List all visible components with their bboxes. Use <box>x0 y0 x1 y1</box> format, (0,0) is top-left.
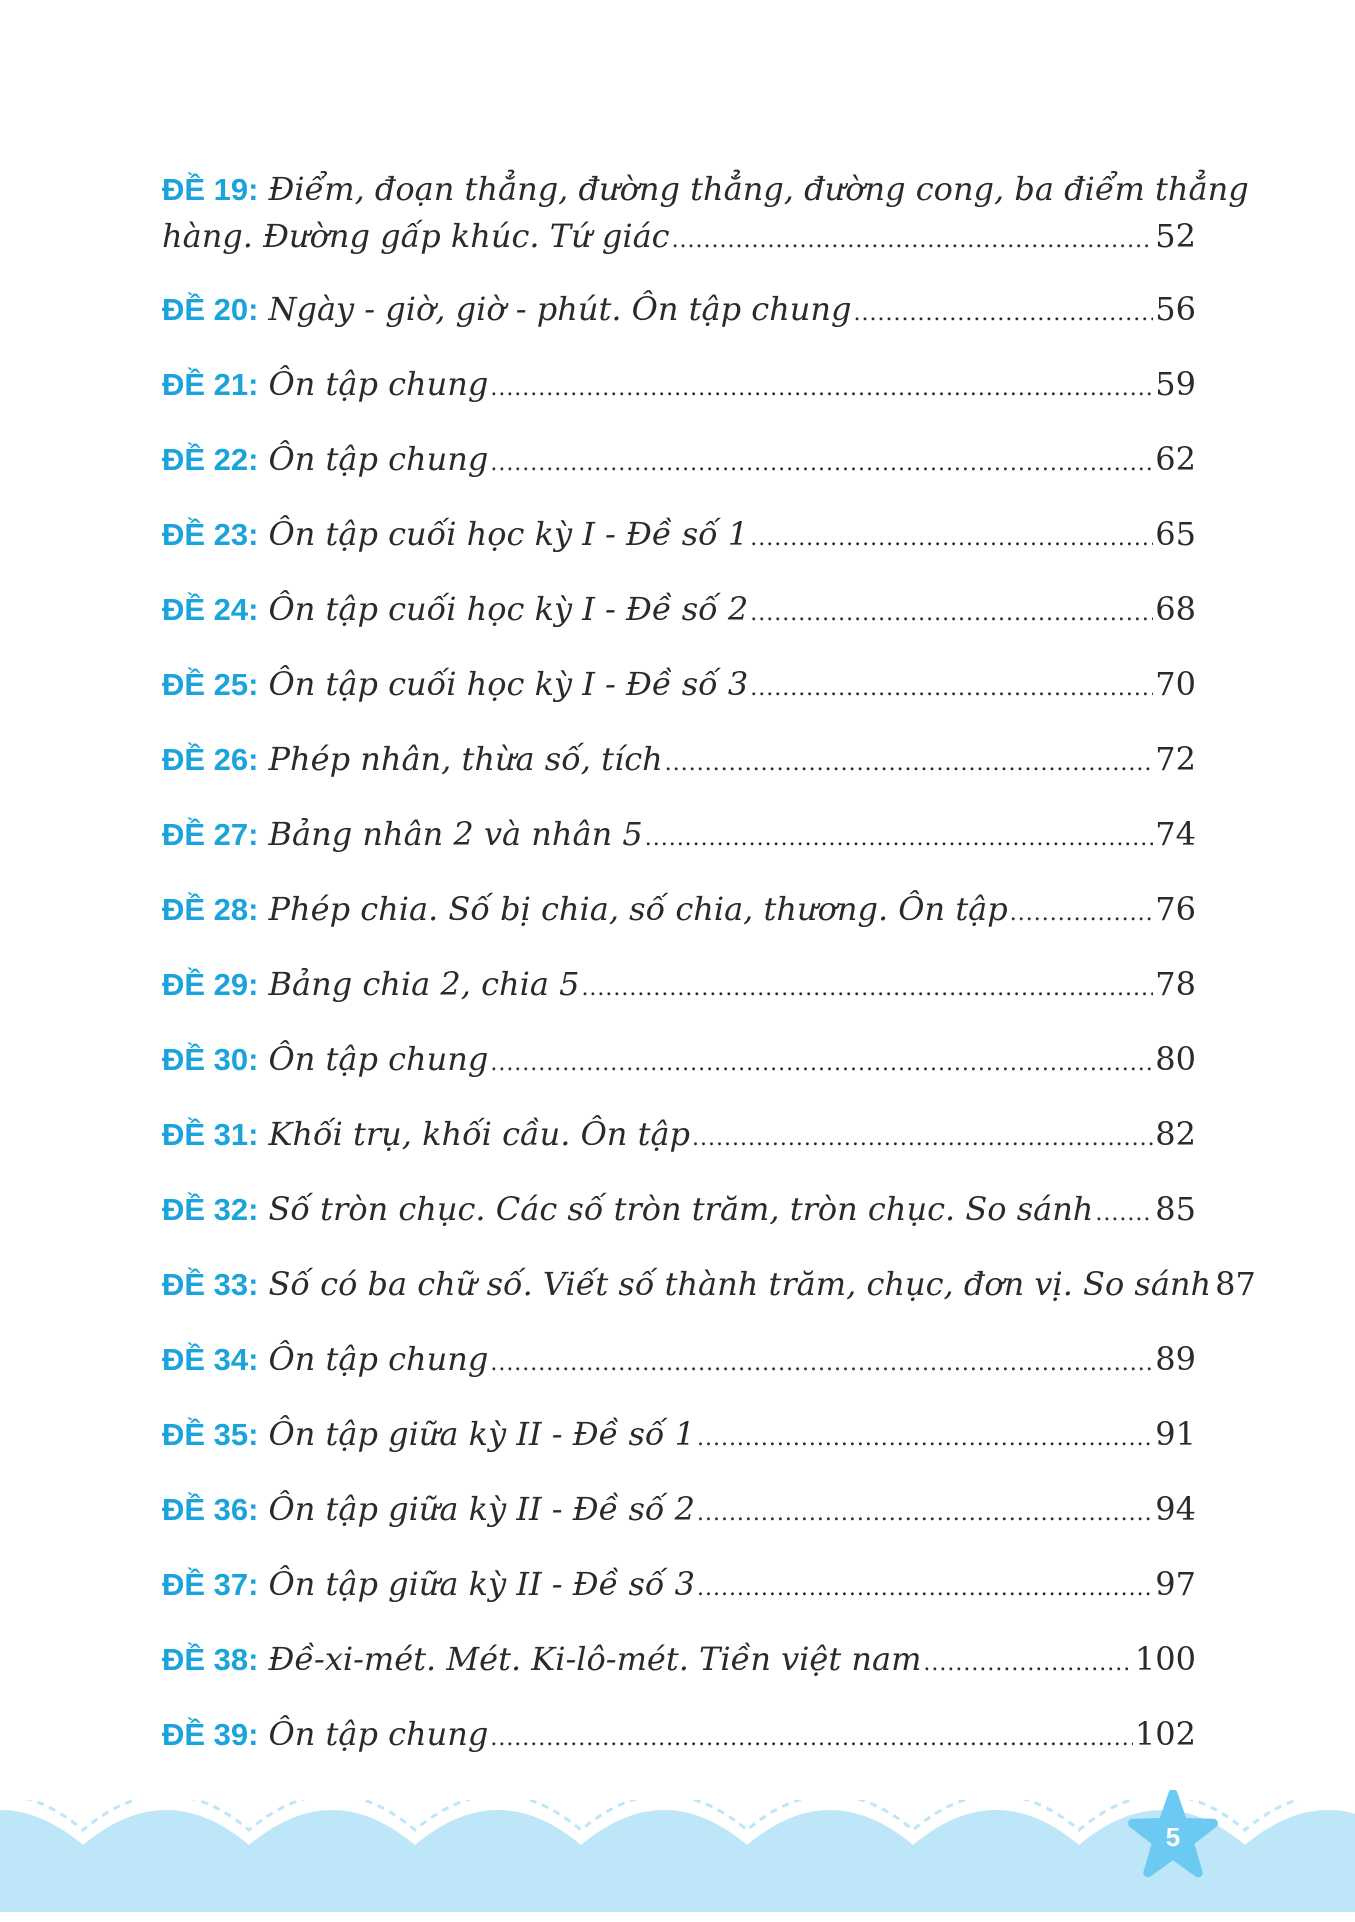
toc-entry[interactable] <box>162 1186 1196 1261</box>
toc-entry-label: ĐỀ 22: <box>162 442 259 477</box>
dot-leader <box>697 1491 1153 1537</box>
toc-entry-page: 56 <box>1155 290 1196 328</box>
dot-leader <box>692 1116 1153 1162</box>
toc-entry[interactable] <box>162 361 1196 436</box>
toc-entry-title: Ôn tập chung <box>268 1340 489 1378</box>
toc-entry-label: ĐỀ 37: <box>162 1567 259 1602</box>
toc-entry-title: Ôn tập giữa kỳ II - Đề số 3 <box>268 1565 695 1603</box>
toc-entry-title: Bảng chia 2, chia 5 <box>268 965 580 1003</box>
dot-leader <box>750 516 1153 562</box>
toc-entry-label: ĐỀ 24: <box>162 592 259 627</box>
toc-entry[interactable] <box>162 1411 1196 1486</box>
dot-leader <box>750 591 1153 637</box>
dot-leader <box>697 1416 1153 1462</box>
toc-entry-label: ĐỀ 34: <box>162 1342 259 1377</box>
dot-leader <box>490 1716 1133 1762</box>
dot-leader <box>1010 891 1154 937</box>
toc-entry[interactable] <box>162 661 1196 736</box>
toc-entry-page: 80 <box>1155 1040 1196 1078</box>
dot-leader <box>672 218 1154 264</box>
dot-leader <box>490 1341 1153 1387</box>
toc-entry[interactable] <box>162 586 1196 661</box>
toc-entry-label: ĐỀ 39: <box>162 1717 259 1752</box>
toc-entry-label: ĐỀ 32: <box>162 1192 259 1227</box>
toc-entry-page: 70 <box>1155 665 1196 703</box>
toc-entry[interactable] <box>162 1261 1256 1336</box>
toc-entry-page: 74 <box>1155 815 1196 853</box>
toc-entry-label: ĐỀ 28: <box>162 892 259 927</box>
toc-entry-title: Ngày - giờ, giờ - phút. Ôn tập chung <box>268 290 852 328</box>
toc-entry-title: Ôn tập cuối học kỳ I - Đề số 1 <box>268 515 749 553</box>
dot-leader <box>645 816 1154 862</box>
toc-entry-label: ĐỀ 35: <box>162 1417 259 1452</box>
dot-leader <box>490 1041 1153 1087</box>
toc-entry-label: ĐỀ 23: <box>162 517 259 552</box>
toc-entry[interactable] <box>162 961 1196 1036</box>
toc-entry-title: Ôn tập giữa kỳ II - Đề số 1 <box>268 1415 695 1453</box>
toc-entry-page: 59 <box>1155 365 1196 403</box>
toc-entry[interactable] <box>162 436 1196 511</box>
toc-entry-label: ĐỀ 30: <box>162 1042 259 1077</box>
toc-entry-label: ĐỀ 36: <box>162 1492 259 1527</box>
dot-leader <box>750 666 1153 712</box>
toc-entry-label: ĐỀ 25: <box>162 667 259 702</box>
toc-entry-title: Bảng nhân 2 và nhân 5 <box>268 815 643 853</box>
toc-entry[interactable] <box>162 1636 1196 1711</box>
dot-leader <box>581 966 1153 1012</box>
toc-entry-title: Phép chia. Số bị chia, số chia, thương. Ôn tập <box>268 890 1008 928</box>
page-number: 5 <box>1165 1822 1181 1852</box>
toc-entry-page: 82 <box>1155 1115 1196 1153</box>
toc-entry-page: 65 <box>1155 515 1196 553</box>
toc-entry-title: Khối trụ, khối cầu. Ôn tập <box>268 1115 690 1153</box>
toc-entry-label: ĐỀ 27: <box>162 817 259 852</box>
toc-entry-page: 72 <box>1155 740 1196 778</box>
toc-entry-page: 89 <box>1155 1340 1196 1378</box>
toc-entry-page: 76 <box>1155 890 1196 928</box>
toc-entry-page: 87 <box>1215 1265 1256 1303</box>
toc-entry-title: Ôn tập chung <box>268 365 489 403</box>
toc-entry-label: ĐỀ 26: <box>162 742 259 777</box>
toc-entry-page: 100 <box>1134 1640 1196 1678</box>
toc-entry-page: 102 <box>1134 1715 1196 1753</box>
toc-entry[interactable] <box>162 886 1196 961</box>
toc-entry-label: ĐỀ 29: <box>162 967 259 1002</box>
toc-entry-label: ĐỀ 21: <box>162 367 259 402</box>
toc-entry[interactable] <box>162 1711 1196 1786</box>
toc-entry-label: ĐỀ 31: <box>162 1117 259 1152</box>
toc-entry-title: hàng. Đường gấp khúc. Tứ giác <box>162 217 670 255</box>
toc-entry-label: ĐỀ 19: <box>162 172 259 207</box>
toc-entry-title: Ôn tập cuối học kỳ I - Đề số 3 <box>268 665 749 703</box>
dot-leader <box>665 741 1154 787</box>
toc-entry-label: ĐỀ 33: <box>162 1267 259 1302</box>
toc-entry-page: 62 <box>1155 440 1196 478</box>
toc-entry-page: 94 <box>1155 1490 1196 1528</box>
dot-leader <box>490 366 1153 412</box>
toc-entry[interactable] <box>162 1111 1196 1186</box>
toc-entry-title: Số tròn chục. Các số tròn trăm, tròn chục. So sánh <box>268 1190 1094 1228</box>
dot-leader <box>923 1641 1133 1687</box>
toc-entry-title: Đề-xi-mét. Mét. Ki-lô-mét. Tiền việt nam <box>268 1640 922 1678</box>
toc-entry[interactable] <box>162 1336 1196 1411</box>
toc-entry[interactable] <box>162 286 1196 361</box>
toc-entry[interactable] <box>162 811 1196 886</box>
toc-entry-title: Ôn tập chung <box>268 440 489 478</box>
toc-entry-page: 97 <box>1155 1565 1196 1603</box>
toc-entry[interactable] <box>162 166 1249 286</box>
toc-entry-page: 91 <box>1155 1415 1196 1453</box>
toc-entry-title: Số có ba chữ số. Viết số thành trăm, chục, đơn vị. So sánh <box>268 1265 1212 1303</box>
toc-entry-page: 52 <box>1155 217 1196 255</box>
dot-leader <box>1095 1191 1153 1237</box>
toc-entry-title: Ôn tập chung <box>268 1715 489 1753</box>
toc-entry-label: ĐỀ 38: <box>162 1642 259 1677</box>
dot-leader <box>697 1566 1153 1612</box>
toc-entry-title: Ôn tập chung <box>268 1040 489 1078</box>
table-of-contents <box>162 166 1256 1786</box>
toc-entry-title-line1: Điểm, đoạn thẳng, đường thẳng, đường cong, ba điểm thẳng <box>268 170 1249 208</box>
toc-entry[interactable] <box>162 1486 1196 1561</box>
toc-entry-label: ĐỀ 20: <box>162 292 259 327</box>
dot-leader <box>490 441 1153 487</box>
toc-entry-page: 85 <box>1155 1190 1196 1228</box>
toc-entry[interactable] <box>162 736 1196 811</box>
toc-entry[interactable] <box>162 511 1196 586</box>
toc-entry[interactable] <box>162 1036 1196 1111</box>
dot-leader <box>854 291 1154 337</box>
toc-entry-page: 78 <box>1155 965 1196 1003</box>
toc-entry-title: Ôn tập cuối học kỳ I - Đề số 2 <box>268 590 749 628</box>
toc-entry-page: 68 <box>1155 590 1196 628</box>
toc-entry-title: Phép nhân, thừa số, tích <box>268 740 663 778</box>
toc-entry[interactable] <box>162 1561 1196 1636</box>
toc-entry-title: Ôn tập giữa kỳ II - Đề số 2 <box>268 1490 695 1528</box>
